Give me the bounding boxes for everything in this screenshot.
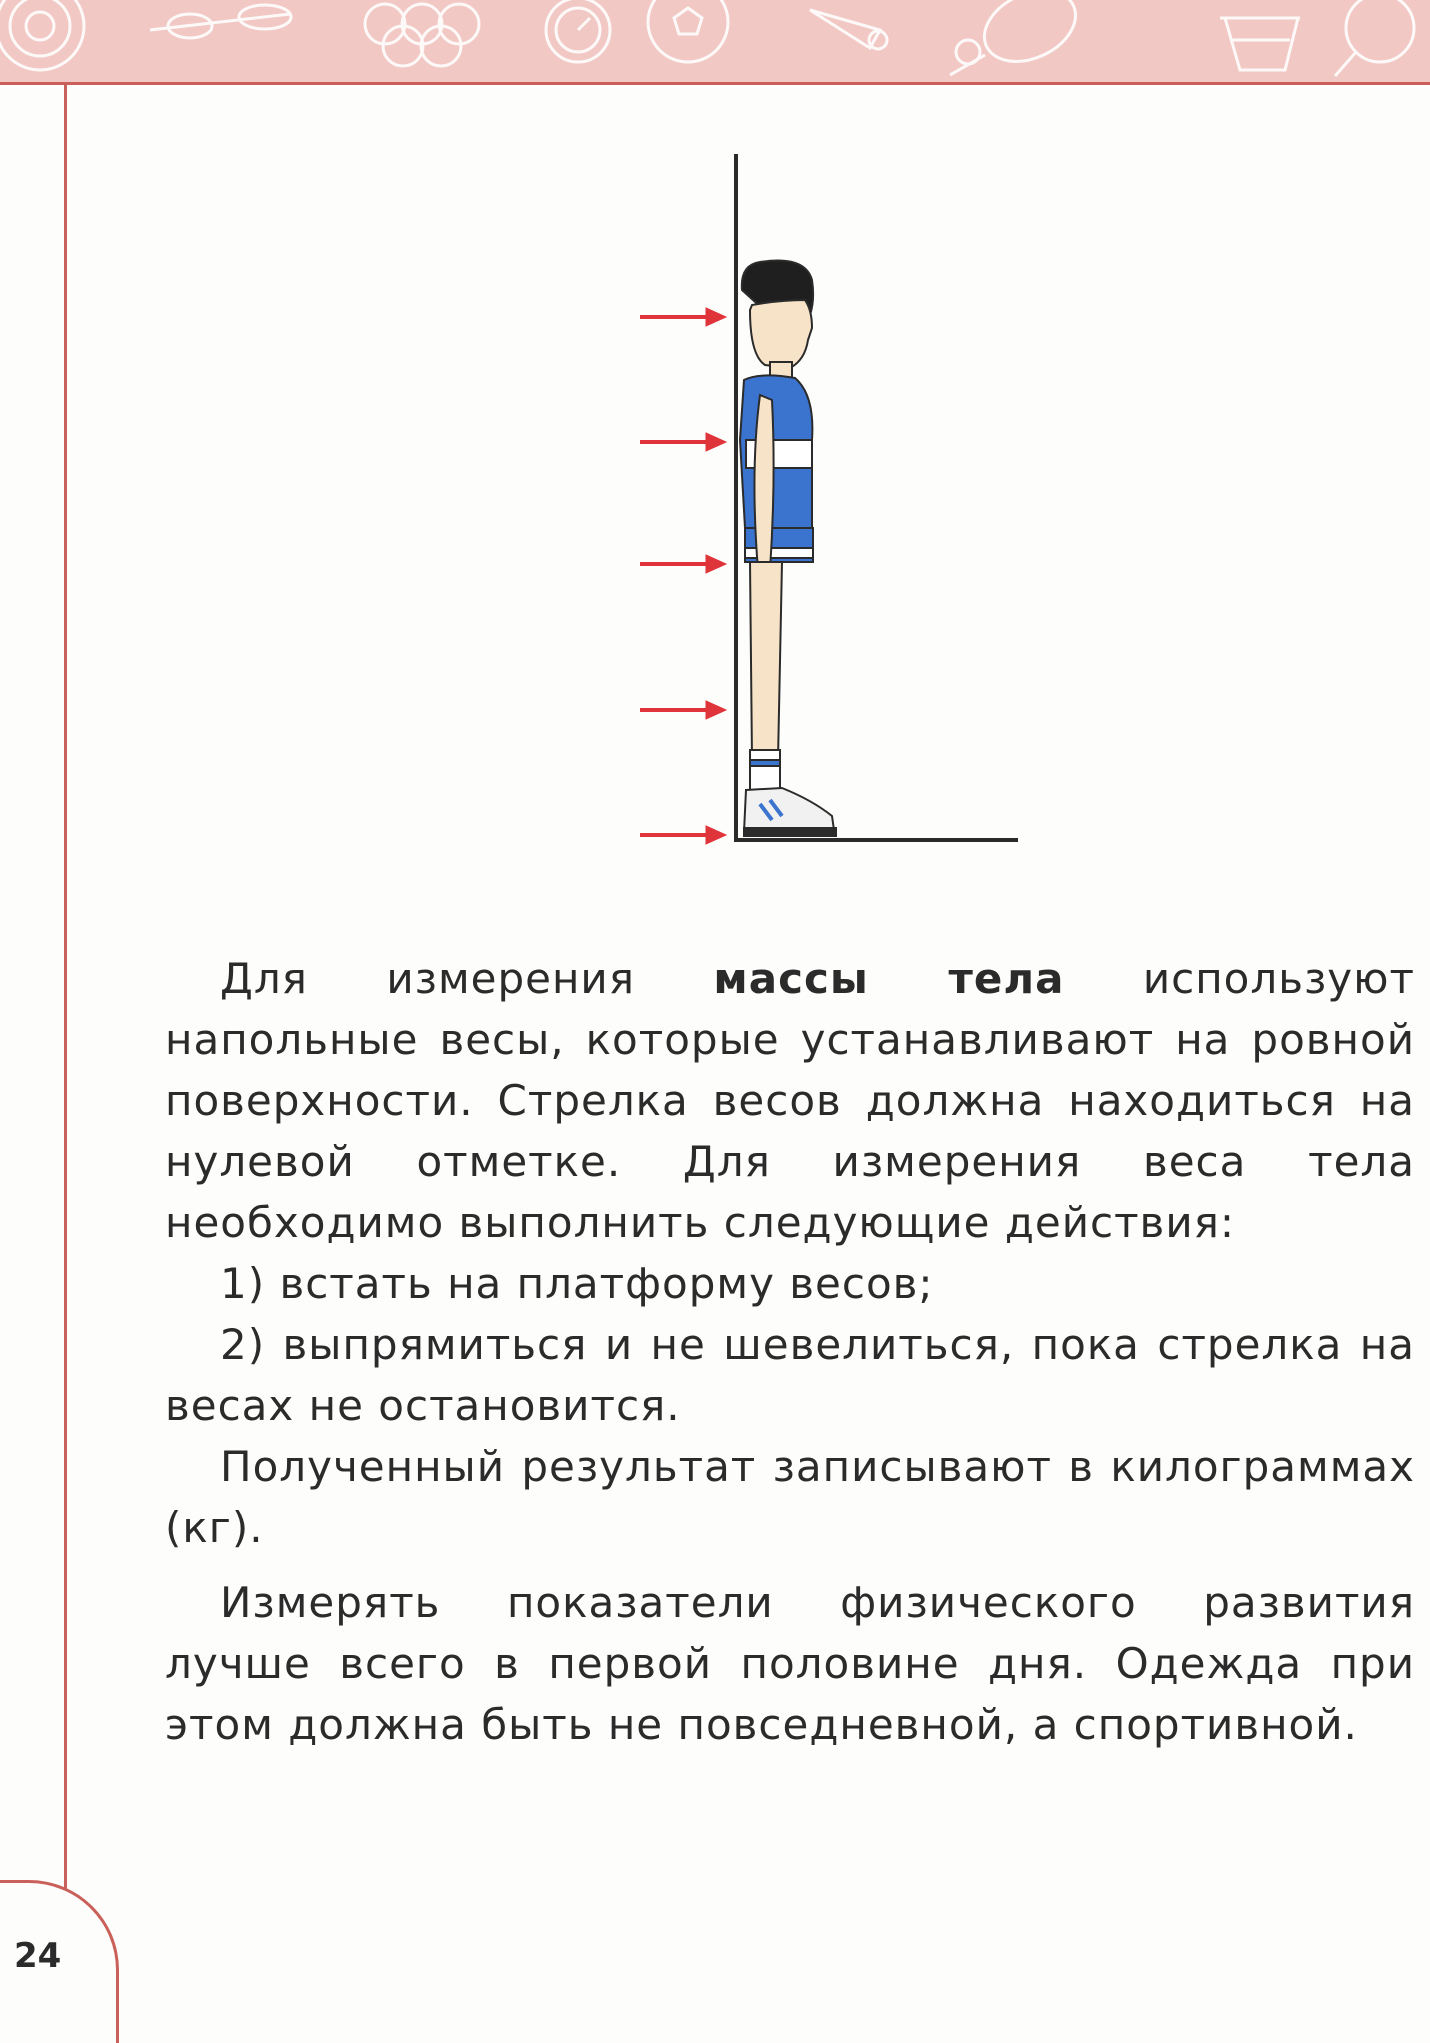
result-paragraph: Полученный результат записывают в килограммах (кг). [165,1442,1415,1552]
olympic-rings-icon [365,4,479,66]
page-number: 24 [14,1936,62,1976]
advice-paragraph: Измерять показатели физического развития лучше всего в первой половине дня. Одежда при этом должна быть не повседневной, а спортивной. [165,1578,1415,1749]
stopwatch-icon [546,0,610,62]
boy-standing-icon [740,260,836,836]
step-2: 2) выпрямиться и не шевелиться, пока стрелка на весах не остановится. [165,1320,1415,1430]
basketball-hoop-icon [1220,18,1300,70]
shuttlecock-icon [810,10,887,49]
weighing-paragraph: Для измерения массы тела используют напольные весы, которые устанавливают на ровной поверхности. Стрелка весов должна находиться на нулевой отметке. Для измерения веса тела необходимо выполнить следующие действия: [165,954,1415,1247]
red-arrow-icon [640,308,726,844]
top-banner [0,0,1430,85]
height-measurement-illustration [600,140,1040,860]
dartboard-icon [0,0,84,70]
dumbbell-icon [150,5,291,38]
step-1: 1) встать на платформу весов; [220,1259,934,1308]
tennis-racket-icon [950,0,1087,75]
left-margin-rule [64,84,67,1939]
body-text [165,948,1415,1755]
key-term: массы тела [713,954,1065,1003]
soccer-ball-icon [648,0,728,62]
ping-pong-paddle-icon [1335,0,1414,76]
